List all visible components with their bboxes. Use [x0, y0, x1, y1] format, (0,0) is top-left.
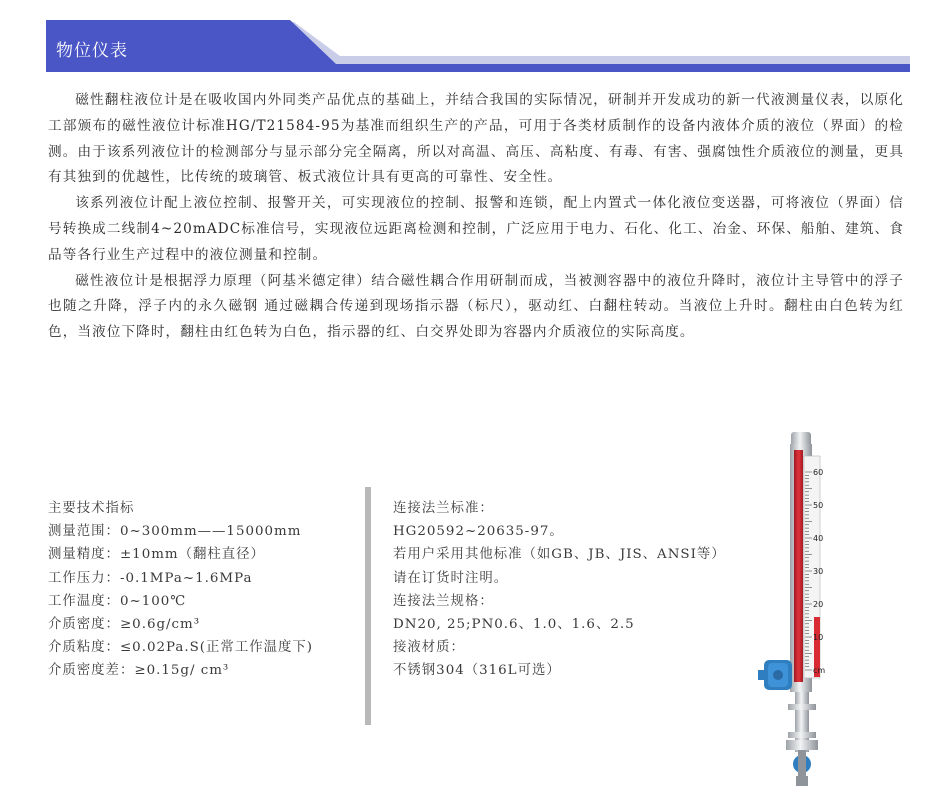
spec-line: 测量精度：±10mm（翻柱直径） [48, 547, 265, 563]
intro-paragraph-3: 磁性液位计是根据浮力原理（阿基米德定律）结合磁性耦合作用研制而成，当被测容器中的液位升降时，液位计主导管中的浮子也随之升降，浮子内的永久磁钢 通过磁耦合传递到现场指示器（标尺），驱动红、白翻柱转动。当液位上升时。翻柱由白色转为红色，当液位下降时，翻柱由红色转为白色，指示器的红、白交界处即为容器内介质液位的实际高度。 [48, 272, 904, 341]
flange-line: 不锈钢304（316L可选） [393, 663, 561, 679]
spec-line: 介质粘度：≤0.02Pa.S(正常工作温度下) [48, 640, 313, 656]
scale-label: 20 [813, 600, 824, 609]
flange-line: HG20592~20635-97。 [393, 524, 564, 540]
column-divider [365, 487, 371, 725]
spec-line: 介质密度差：≥0.15g/ cm³ [48, 663, 230, 679]
page-title: 物位仪表 [56, 41, 128, 61]
tech-specs [48, 497, 338, 683]
gauge-scale [750, 432, 840, 787]
specs-heading: 主要技术指标 [48, 501, 135, 516]
spec-line: 工作温度：0~100℃ [48, 593, 187, 609]
scale-label: 60 [813, 468, 824, 477]
intro-text [48, 88, 904, 346]
scale-label: 40 [813, 534, 824, 543]
intro-paragraph-2: 该系列液位计配上液位控制、报警开关，可实现液位的控制、报警和连锁，配上内置式一体化液位变送器，可将液位（界面）信号转换成二线制4~20mADC标准信号，实现液位远距离检测和控制，广泛应用于电力、石化、化工、冶金、环保、船舶、建筑、食品等各行业生产过程中的液位测量和控制。 [48, 195, 904, 263]
scale-label: cm [813, 666, 826, 675]
intro-paragraph-1: 磁性翻柱液位计是在吸收国内外同类产品优点的基础上，并结合我国的实际情况，研制并开发成功的新一代液测量仪表，以原化工部颁布的磁性液位计标准HG/T21584-95为基准而组织生产的产品，可用于各类材质制作的设备内液体介质的液位（界面）的检测。由于该系列液位计的检测部分与显示部分完全隔离，所以对高温、高压、高粘度、有毒、有害、强腐蚀性介质液位的测量，更具有其独到的优越性，比传统的玻璃管、板式液位计具有更高的可靠性、安全性。 [48, 92, 904, 186]
flange-info [393, 497, 723, 683]
scale-label: 50 [813, 501, 824, 510]
spec-line: 工作压力：-0.1MPa~1.6MPa [48, 570, 253, 586]
spec-line: 介质密度：≥0.6g/cm³ [48, 617, 201, 633]
flange-line: 若用户采用其他标准（如GB、JB、JIS、ANSI等）请在订货时注明。 [393, 547, 719, 586]
spec-line: 测量范围：0~300mm——15000mm [48, 524, 302, 540]
section-header [46, 20, 910, 74]
flange-line: 连接法兰标准： [393, 501, 494, 516]
level-gauge-image [750, 432, 840, 787]
flange-line: 接液材质： [393, 640, 465, 656]
flange-line: 连接法兰规格： [393, 593, 494, 609]
scale-label: 30 [813, 567, 824, 576]
header-banner-graphic [46, 20, 910, 74]
scale-label: 10 [813, 633, 824, 642]
flange-line: DN20, 25;PN0.6、1.0、1.6、2.5 [393, 617, 635, 633]
